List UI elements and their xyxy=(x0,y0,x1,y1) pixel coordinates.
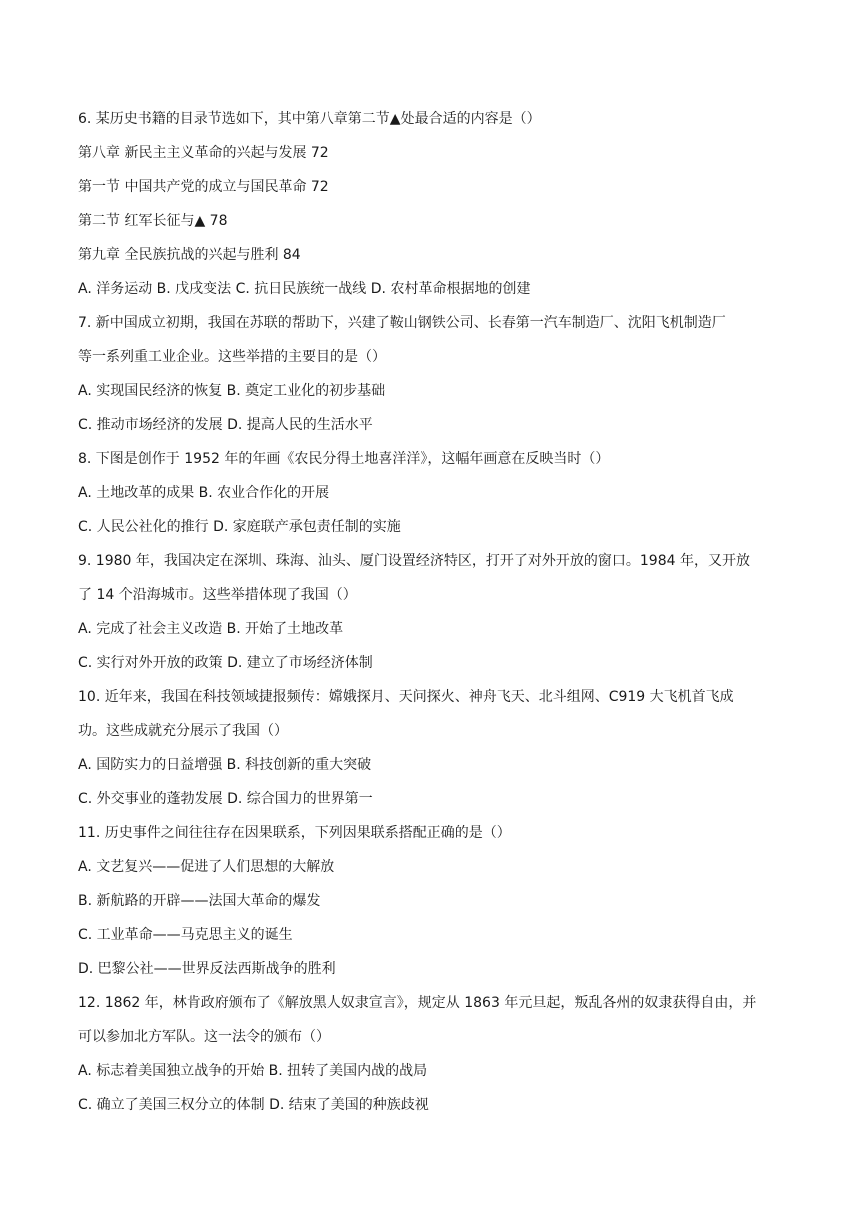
question-7-stem-line-1: 7. 新中国成立初期，我国在苏联的帮助下，兴建了鞍山钢铁公司、长春第一汽车制造厂、沈阳飞机制造厂 xyxy=(78,315,726,331)
toc-section-1: 第一节 中国共产党的成立与国民革命 72 xyxy=(78,179,329,195)
question-9-stem-line-2: 了 14 个沿海城市。这些举措体现了我国（） xyxy=(78,587,357,603)
question-12-options-cd: C. 确立了美国三权分立的体制 D. 结束了美国的种族歧视 xyxy=(78,1097,429,1113)
exam-page xyxy=(78,110,794,1130)
question-10-options-cd: C. 外交事业的蓬勃发展 D. 综合国力的世界第一 xyxy=(78,791,373,807)
question-10-options-ab: A. 国防实力的日益增强 B. 科技创新的重大突破 xyxy=(78,757,372,773)
question-10-stem-line-2: 功。这些成就充分展示了我国（） xyxy=(78,723,288,739)
toc-chapter-9: 第九章 全民族抗战的兴起与胜利 84 xyxy=(78,247,301,263)
question-7-stem-line-2: 等一系列重工业企业。这些举措的主要目的是（） xyxy=(78,349,386,365)
toc-chapter-8: 第八章 新民主主义革命的兴起与发展 72 xyxy=(78,145,329,161)
question-11-stem: 11. 历史事件之间往往存在因果联系，下列因果联系搭配正确的是（） xyxy=(78,825,511,841)
question-8-stem: 8. 下图是创作于 1952 年的年画《农民分得土地喜洋洋》，这幅年画意在反映当时（） xyxy=(78,451,610,467)
question-12-stem-line-1: 12. 1862 年，林肯政府颁布了《解放黑人奴隶宣言》，规定从 1863 年元旦起，叛乱各州的奴隶获得自由，并 xyxy=(78,995,757,1011)
question-9-options-ab: A. 完成了社会主义改造 B. 开始了土地改革 xyxy=(78,621,344,637)
question-10-stem-line-1: 10. 近年来，我国在科技领域捷报频传：嫦娥探月、天问探火、神舟飞天、北斗组网、C919 大飞机首飞成 xyxy=(78,689,734,705)
question-9-options-cd: C. 实行对外开放的政策 D. 建立了市场经济体制 xyxy=(78,655,373,671)
question-8-options-ab: A. 土地改革的成果 B. 农业合作化的开展 xyxy=(78,485,330,501)
question-11-option-c: C. 工业革命——马克思主义的诞生 xyxy=(78,927,293,943)
question-6-stem: 6. 某历史书籍的目录节选如下，其中第八章第二节▲处最合适的内容是（） xyxy=(78,111,541,127)
question-11-option-b: B. 新航路的开辟——法国大革命的爆发 xyxy=(78,893,321,909)
question-8-options-cd: C. 人民公社化的推行 D. 家庭联产承包责任制的实施 xyxy=(78,519,401,535)
toc-section-2: 第二节 红军长征与▲ 78 xyxy=(78,213,228,229)
question-11-option-a: A. 文艺复兴——促进了人们思想的大解放 xyxy=(78,859,335,875)
question-11-option-d: D. 巴黎公社——世界反法西斯战争的胜利 xyxy=(78,961,336,977)
question-12-stem-line-2: 可以参加北方军队。这一法令的颁布（） xyxy=(78,1029,330,1045)
question-7-options-ab: A. 实现国民经济的恢复 B. 奠定工业化的初步基础 xyxy=(78,383,386,399)
question-6-options: A. 洋务运动 B. 戊戌变法 C. 抗日民族统一战线 D. 农村革命根据地的创建 xyxy=(78,281,531,297)
question-7-options-cd: C. 推动市场经济的发展 D. 提高人民的生活水平 xyxy=(78,417,373,433)
question-9-stem-line-1: 9. 1980 年，我国决定在深圳、珠海、汕头、厦门设置经济特区，打开了对外开放的窗口。1984 年，又开放 xyxy=(78,553,750,569)
question-12-options-ab: A. 标志着美国独立战争的开始 B. 扭转了美国内战的战局 xyxy=(78,1063,428,1079)
